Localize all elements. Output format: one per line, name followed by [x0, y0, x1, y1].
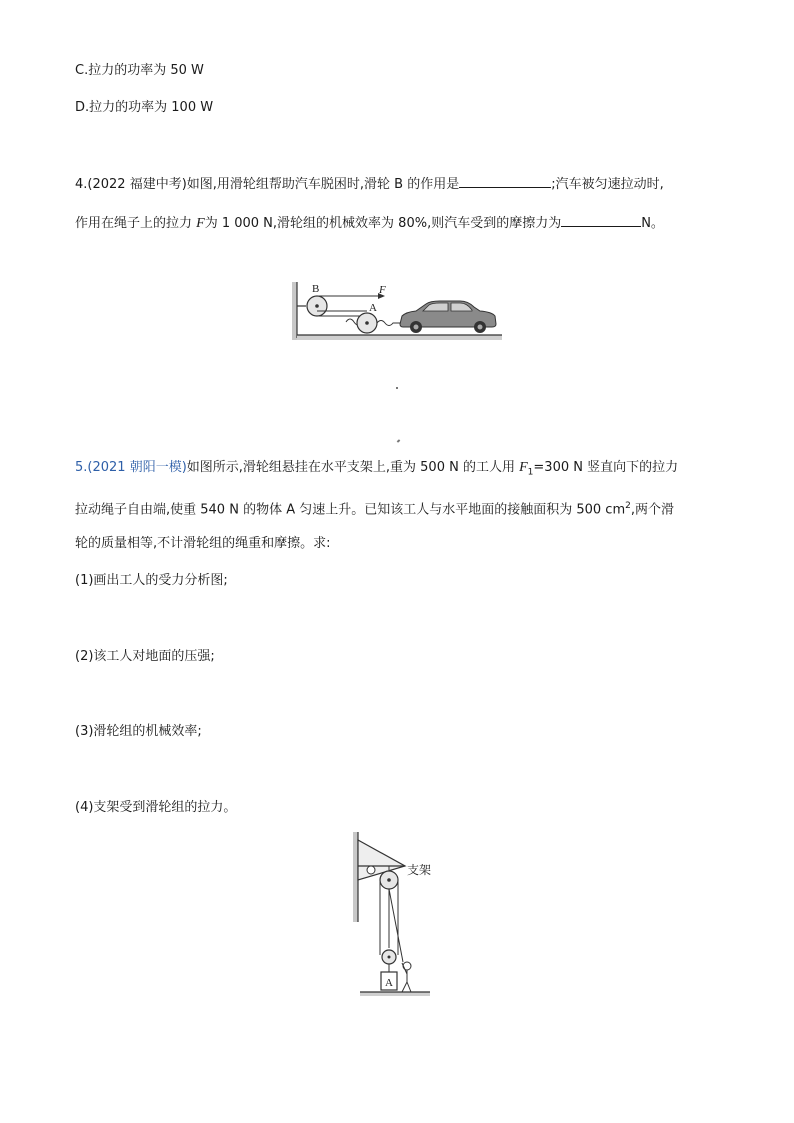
label-support: 支架: [407, 863, 432, 877]
q4-text-2b: 为 1 000 N,滑轮组的机械效率为 80%,则汽车受到的摩擦力为: [204, 216, 562, 231]
label-block-a: A: [385, 977, 393, 989]
q4-text-2a: 作用在绳子上的拉力: [75, 216, 197, 231]
q5-line-2: [75, 497, 674, 519]
option-d: D.拉力的功率为 100 W: [75, 100, 214, 115]
q5-sub-1: (1)画出工人的受力分析图;: [75, 573, 228, 588]
q5-sub-4: (4)支架受到滑轮组的拉力。: [75, 800, 237, 815]
q4-text-1a: 如图,用滑轮组帮助汽车脱困时,滑轮 B 的作用是: [186, 177, 460, 192]
q5-source: 5.(2021 朝阳一模): [75, 460, 187, 475]
pulley-b: [307, 296, 327, 316]
q4-text-2c: N。: [641, 216, 664, 231]
worker: [402, 962, 411, 992]
q5-text-2-end: ,两个滑: [630, 502, 674, 518]
option-c: C.拉力的功率为 50 W: [75, 63, 204, 78]
q5-figure: [345, 830, 445, 1005]
q5-line-3: 轮的质量相等,不计滑轮组的绳重和摩擦。求:: [75, 536, 331, 551]
q4-line-1: [75, 174, 664, 194]
q4-source: 4.(2022 福建中考): [75, 177, 187, 192]
q4-blank-1[interactable]: [459, 174, 551, 188]
q4-figure: [290, 280, 505, 342]
q5-force-sub: 1: [527, 467, 534, 478]
q4-line-2: [75, 213, 664, 233]
q5-text-2: 拉动绳子自由端,使重 540 N 的物体 A 匀速上升。已知该工人与水平地面的接触面积为 500 cm: [75, 502, 626, 518]
wall: [292, 282, 297, 340]
stray-mark: [396, 387, 398, 389]
q5-text-1a: 如图所示,滑轮组悬挂在水平支架上,重为 500 N 的工人用: [186, 460, 520, 475]
pulley-a: [357, 313, 377, 333]
ground: [297, 335, 502, 340]
label-f: F: [379, 284, 386, 296]
q4-force-symbol: F: [196, 216, 205, 231]
q5-force-symbol: F: [519, 460, 528, 475]
q5-text-1b: =300 N 竖直向下的拉力: [533, 460, 679, 475]
label-a: A: [369, 302, 377, 314]
support-bracket: [358, 840, 405, 880]
wall: [353, 832, 358, 922]
q5-text-2-sup: 2: [625, 501, 631, 511]
stray-mark: [397, 439, 401, 442]
q4-text-1b: ;汽车被匀速拉动时,: [551, 177, 664, 192]
movable-pulley: [382, 950, 396, 972]
q5-sub-3: (3)滑轮组的机械效率;: [75, 724, 202, 739]
label-b: B: [312, 283, 320, 295]
q4-blank-2[interactable]: [561, 213, 641, 227]
q5-sub-2: (2)该工人对地面的压强;: [75, 649, 215, 664]
car: [400, 301, 496, 333]
q5-line-1: [75, 459, 678, 482]
